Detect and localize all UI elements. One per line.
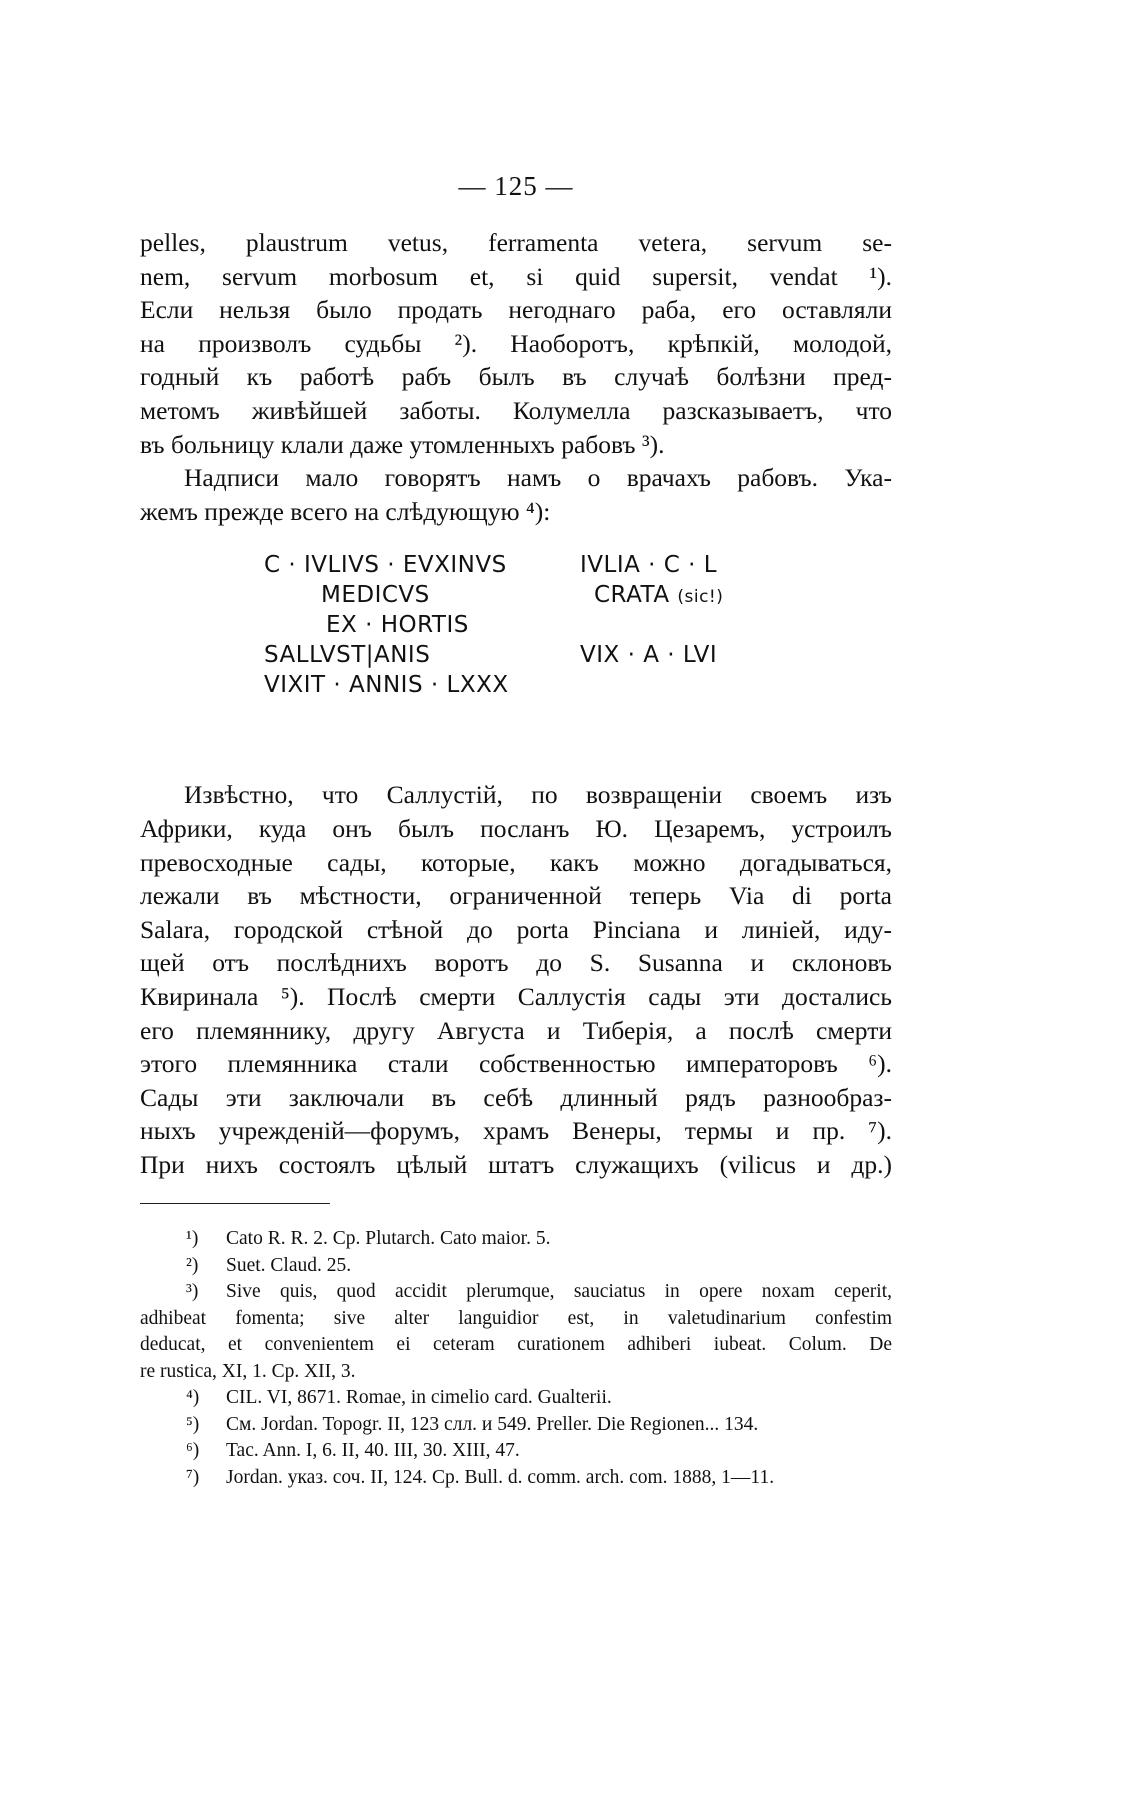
text-line: Квиринала ⁵). Послѣ смерти Саллустія сады эти достались [140,981,892,1011]
text-line: Salara, городской стѣной до porta Pinciana и линіей, иду- [140,914,892,944]
text-line: годный къ работѣ рабъ былъ въ случаѣ болѣзни пред- [140,362,892,392]
latin-inscription [140,550,892,760]
inscription-right-column [580,550,723,670]
inscription-line: VIX · A · LVI [580,642,718,669]
footnote-text: Cato R. R. 2. Cp. Plutarch. Cato maior. 5. [226,1228,551,1250]
footnote-mark: ²) [186,1254,199,1276]
footnote-5 [140,1412,892,1439]
inscription-line: IVLIA · C · L [580,552,718,579]
text-line: Надписи мало говорятъ намъ о врачахъ рабовъ. Ука- [184,463,892,493]
inscription-blank-line [580,610,723,640]
footnote-mark: ⁷) [186,1466,200,1488]
footnote-7 [140,1465,892,1492]
footnote-3-continuation: deducat, et convenientem ei ceteram curationem adhiberi iubeat. Colum. De [140,1334,892,1356]
footnote-mark: ¹) [186,1228,199,1250]
footnotes [140,1226,892,1491]
text-line: лежали въ мѣстности, ограниченной теперь Via di porta [140,881,892,911]
footnote-text: Jordan. указ. соч. II, 124. Cp. Bull. d. comm. arch. com. 1888, 1—11. [226,1466,775,1488]
text-line: Сады эти заключали въ себѣ длинный рядъ разнообраз- [140,1082,892,1112]
footnote-1 [140,1226,892,1253]
paragraph-2 [140,461,892,528]
paragraph-3 [140,778,892,1181]
inscription-line: EX · HORTIS [326,612,469,639]
footnote-4 [140,1385,892,1412]
inscription-line: SALLVST|ANIS [264,642,431,669]
inscription-line: MEDICVS [321,582,430,609]
footnote-mark: ⁵) [186,1413,200,1435]
footnote-text: Sive quis, quod accidit plerumque, sauciatus in opere noxam ceperit, [226,1281,892,1303]
page-number: — 125 — [458,171,574,201]
sic-note: (sic!) [677,587,724,608]
inscription-line: VIXIT · ANNIS · LXXX [264,672,509,699]
inscription-left-column [264,550,509,700]
footnote-mark: ⁴) [186,1387,200,1409]
footnote-6 [140,1438,892,1465]
footnote-mark: ³) [186,1281,199,1303]
text-line: Если нельзя было продать негоднаго раба, его оставляли [140,295,892,325]
text-line: жемъ прежде всего на слѣдующую ⁴): [140,496,551,526]
footnote-mark: ⁶) [186,1440,200,1462]
text-line: ныхъ учрежденій—форумъ, храмъ Венеры, термы и пр. ⁷). [140,1116,892,1146]
inscription-line: C · IVLIVS · EVXINVS [264,552,507,579]
footnote-text: CIL. VI, 8671. Romae, in cimelio card. Gualterii. [226,1387,612,1409]
text-line: на произволъ судьбы ²). Наоборотъ, крѣпкій, молодой, [140,328,892,358]
text-line: превосходные сады, которые, какъ можно догадываться, [140,847,892,877]
footnote-2 [140,1253,892,1280]
text-line: Извѣстно, что Саллустій, по возвращеніи своемъ изъ [184,780,892,810]
footnote-text: Tac. Ann. I, 6. II, 40. III, 30. XIII, 47. [226,1440,520,1462]
text-line: При нихъ состоялъ цѣлый штатъ служащихъ (vilicus и др.) [140,1149,892,1179]
book-page [140,168,892,1491]
text-line: въ больницу клали даже утомленныхъ рабовъ ³). [140,429,665,459]
text-line: nem, servum morbosum et, si quid supersit, vendat ¹). [140,261,892,291]
text-line: метомъ живѣйшей заботы. Колумелла разсказываетъ, что [140,395,892,425]
text-line: Африки, куда онъ былъ посланъ Ю. Цезаремъ, устроилъ [140,813,892,843]
footnote-text: См. Jordan. Topogr. II, 123 слл. и 549. Preller. Die Regionen... 134. [226,1413,759,1435]
text-line: его племяннику, другу Августа и Тиберія, а послѣ смерти [140,1015,892,1045]
text-line: pelles, plaustrum vetus, ferramenta vetera, servum se- [140,228,892,257]
text-line: щей отъ послѣднихъ воротъ до S. Susanna и склоновъ [140,948,892,978]
footnote-text: Suet. Claud. 25. [226,1254,352,1276]
paragraph-1 [140,226,892,461]
inscription-word: CRATA [594,582,670,609]
footnote-separator [140,1203,330,1204]
footnote-3 [140,1279,892,1306]
text-line: этого племянника стали собственностью императоровъ ⁶). [140,1049,892,1079]
footnote-3-continuation: adhibeat fomenta; sive alter languidior est, in valetudinarium confestim [140,1307,892,1329]
footnote-3-continuation: re rustica, XI, 1. Cp. XII, 3. [140,1360,356,1382]
inscription-line [580,580,723,610]
